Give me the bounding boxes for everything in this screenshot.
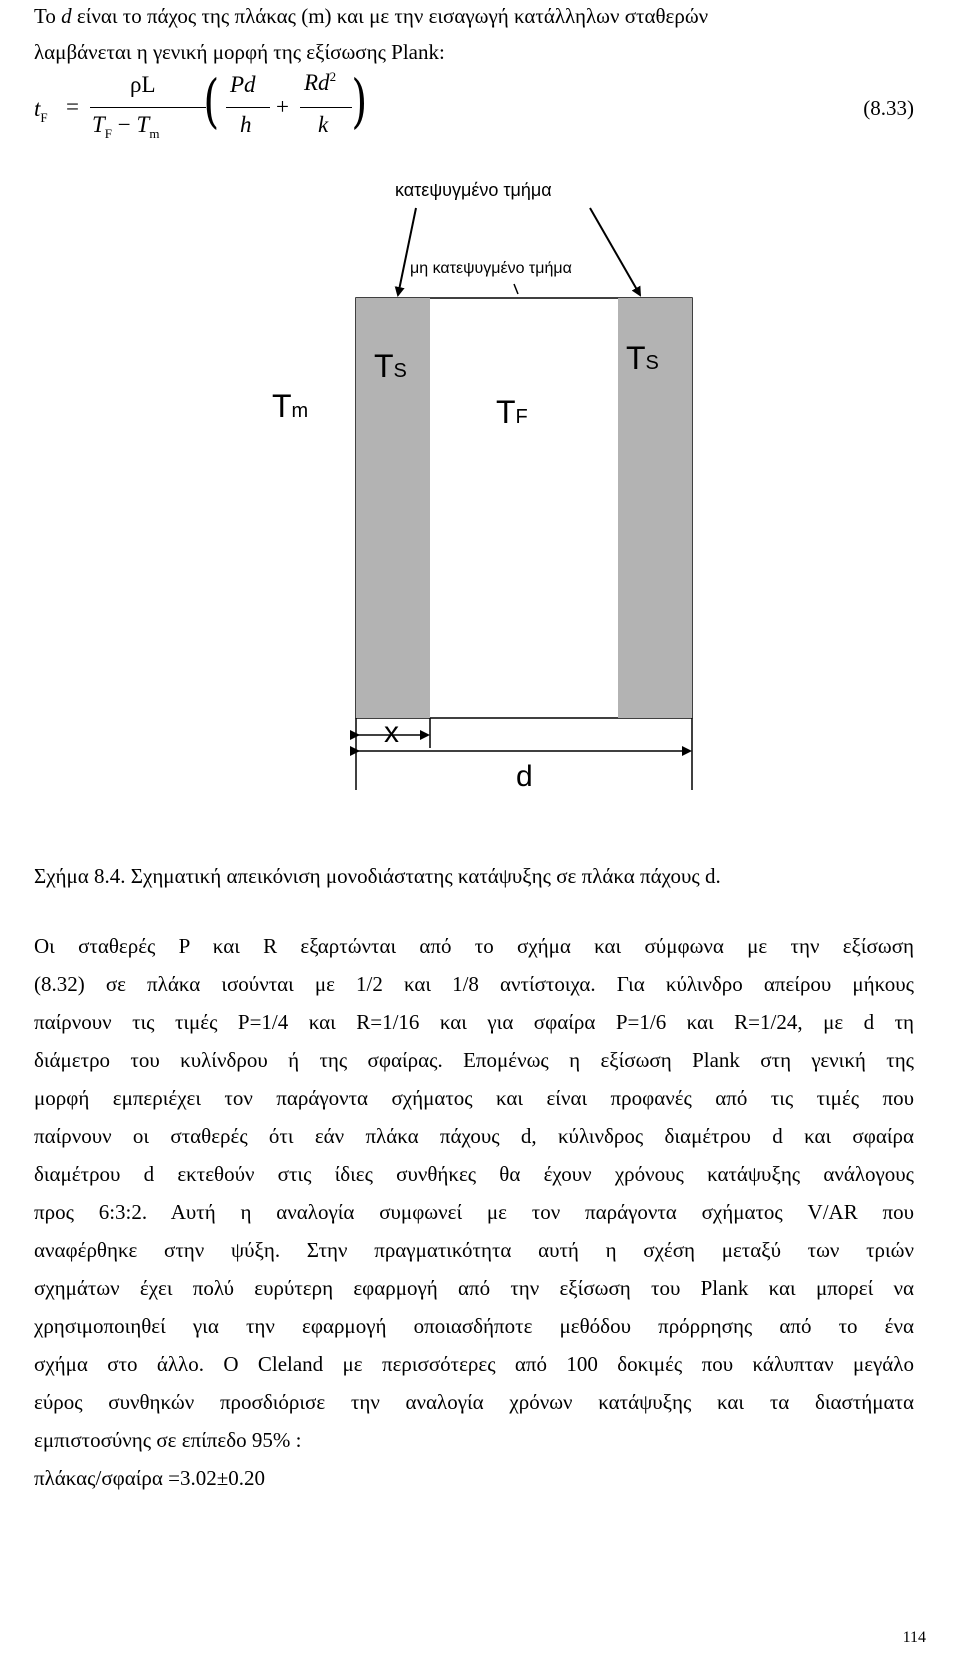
equation-number: (8.33)	[863, 96, 914, 120]
fraction3-bar	[300, 107, 352, 108]
paragraph-line: χρησιμοποιηθεί για την εφαρμογή οποιασδήποτε μεθόδου πρόρρησης από το ένα	[34, 1314, 914, 1338]
fraction3-numerator: Rd$^2$	[304, 69, 337, 95]
paragraph-line: προς 6:3:2. Αυτή η αναλογία συμφωνεί με τον παράγοντα σχήματος V/AR που	[34, 1200, 914, 1224]
equation-8-33	[34, 66, 914, 148]
arrow-to-right-layer	[590, 208, 640, 295]
paragraph-line: Οι σταθερές P και R εξαρτώνται από το σχήμα και σύμφωνα με την εξίσωση	[34, 934, 914, 958]
label-d: d	[516, 760, 533, 793]
paragraph-line: αναφέρθηκε στην ψύξη. Στην πραγματικότητα αυτή η σχέση μεταξύ των τριών	[34, 1238, 914, 1262]
figure-caption: Σχήμα 8.4. Σχηματική απεικόνιση μονοδιάστατης κατάψυξης σε πλάκα πάχους d.	[34, 864, 721, 888]
paragraph-line: (8.32) σε πλάκα ισούνται με 1/2 και 1/8 αντίστοιχα. Για κύλινδρο απείρου μήκους	[34, 972, 914, 996]
equals-sign: =	[66, 94, 79, 119]
equation-lhs: $t_F$	[34, 96, 48, 125]
label-tf: TF	[496, 394, 528, 430]
label-ts-right: TS	[626, 340, 659, 376]
label-ts-left: TS	[374, 348, 407, 384]
intro-line-1	[34, 2, 708, 30]
intro-line-2: λαμβάνεται η γενική μορφή της εξίσωσης Plank:	[34, 40, 445, 64]
label-unfrozen-part: μη κατεψυγμένο τμήμα	[410, 260, 572, 277]
fraction1-numerator: ρL	[130, 72, 156, 97]
variable-d: d	[61, 4, 72, 28]
label-x: x	[384, 716, 399, 749]
fraction2-numerator: Pd	[230, 72, 256, 97]
figure-8-4	[250, 168, 750, 836]
fraction3-denominator: k	[318, 112, 329, 137]
paragraph-line: εμπιστοσύνης σε επίπεδο 95% :	[34, 1428, 302, 1452]
plus-sign: +	[276, 94, 289, 119]
fraction2-bar	[226, 107, 270, 108]
body-paragraph	[34, 932, 914, 1464]
arrow-to-left-layer	[398, 208, 416, 295]
fraction1-denominator: $T_F - T_m$	[92, 112, 160, 141]
intro-text: είναι το πάχος της πλάκας (m) και με την εισαγωγή κατάλληλων σταθερών	[71, 4, 709, 28]
paragraph-line: παίρνουν οι σταθερές ότι εάν πλάκα πάχους d, κύλινδρος διαμέτρου d και σφαίρα	[34, 1124, 914, 1148]
paragraph-line: διάμετρο του κυλίνδρου ή της σφαίρας. Επομένως η εξίσωση Plank στη γενική της	[34, 1048, 914, 1072]
paragraph-line: εύρος συνθηκών προσδιόρισε την αναλογία χρόνων κατάψυξης και τα διαστήματα	[34, 1390, 914, 1414]
paragraph-line: μορφή εμπεριέχει τον παράγοντα σχήματος και είναι προφανές από τις τιμές που	[34, 1086, 914, 1110]
unfrozen-pointer	[514, 284, 518, 294]
paragraph-line: σχήμα στο άλλο. Ο Cleland με περισσότερες από 100 δοκιμές που κάλυπταν μεγάλο	[34, 1352, 914, 1376]
label-frozen-part: κατεψυγμένο τμήμα	[395, 180, 552, 200]
fraction2-denominator: h	[240, 112, 252, 137]
paragraph-line: σχημάτων έχει πολύ ευρύτερη εφαρμογή από την εξίσωση του Plank και μπορεί να	[34, 1276, 914, 1300]
close-parenthesis: )	[351, 67, 368, 135]
paragraph-line: διαμέτρου d εκτεθούν στις ίδιες συνθήκες θα έχουν χρόνους κατάψυξης ανάλογους	[34, 1162, 914, 1186]
result-line: πλάκας/σφαίρα =3.02±0.20	[34, 1466, 266, 1490]
paragraph-line: παίρνουν τις τιμές P=1/4 και R=1/16 και για σφαίρα P=1/6 και R=1/24, με d τη	[34, 1010, 914, 1034]
fraction1-bar	[90, 107, 206, 108]
intro-text: Το	[34, 4, 62, 28]
page-number: 114	[902, 1629, 926, 1646]
open-parenthesis: (	[203, 67, 220, 135]
label-tm: Tm	[272, 388, 309, 424]
